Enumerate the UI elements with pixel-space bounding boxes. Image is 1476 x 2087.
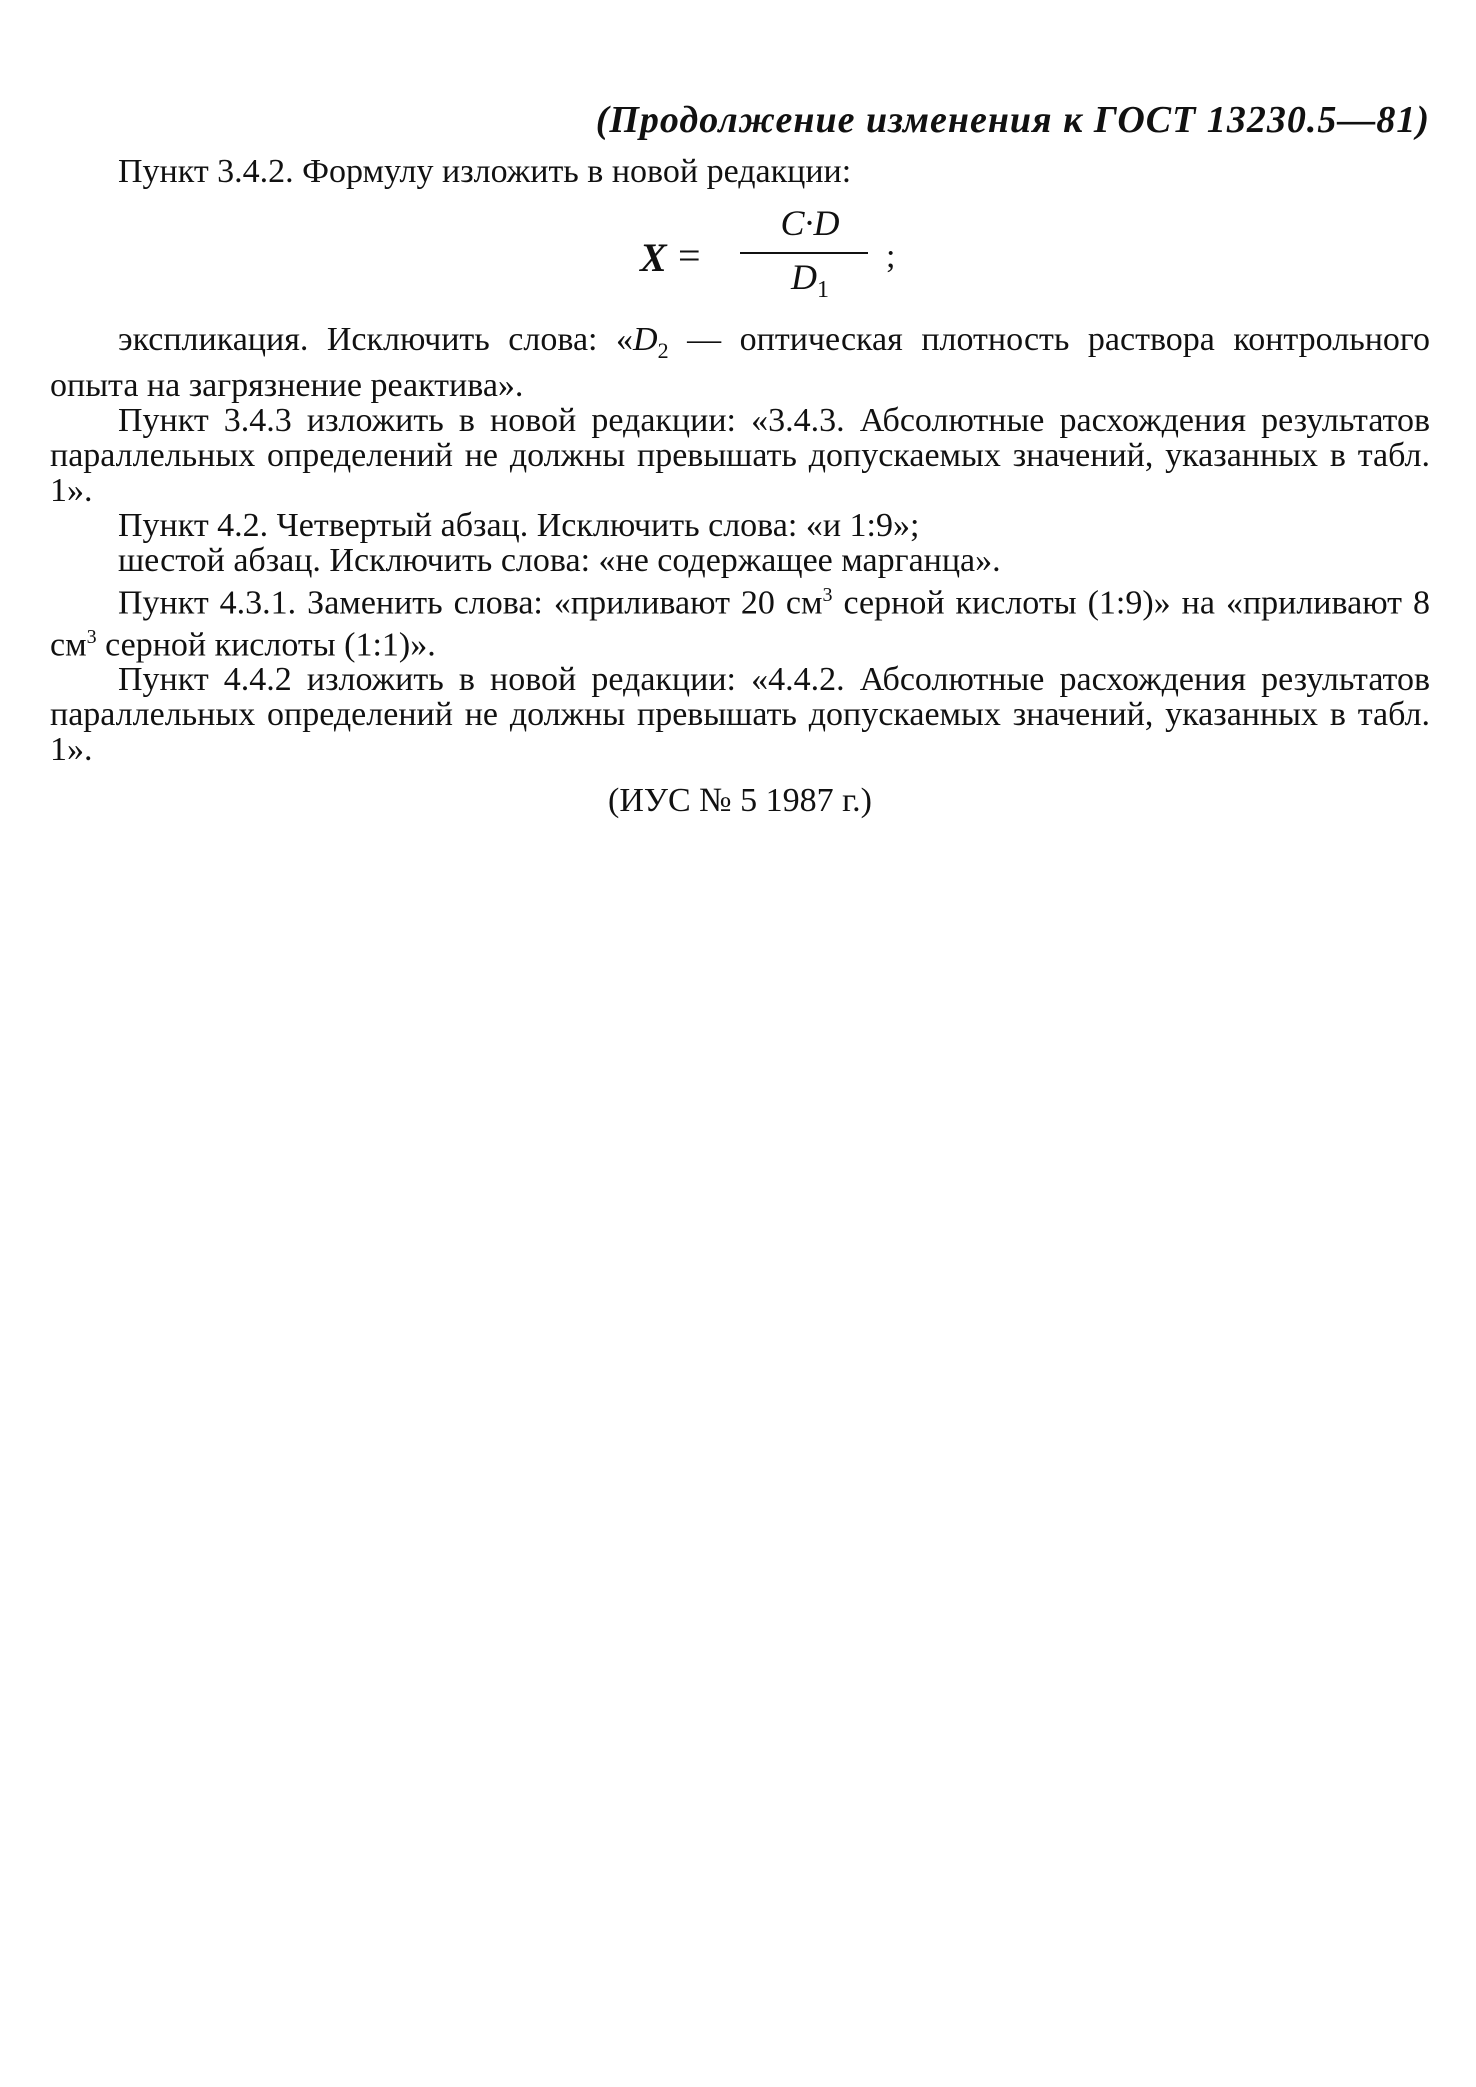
explication-text-after: — оптическая плотность раствора контрольного опыта на загрязнение реактива». [50,321,1430,404]
formula-denominator [750,256,870,304]
p431-part3: серной кислоты (1:1)». [96,626,436,664]
p431-part1: Пункт 4.3.1. Заменить слова: «приливают 20 см [118,584,823,622]
paragraph-3-4-3: Пункт 3.4.3 изложить в новой редакции: «3.4.3. Абсолютные расхождения результатов параллельных определений не должны превышать допускаемых значений, указанных в табл. 1». [50,401,1430,509]
formula-lhs: X [640,235,667,280]
formula-equals: = [678,233,701,278]
paragraph-explication [50,322,1430,403]
paragraph-4-2-sixth: шестой абзац. Исключить слова: «не содержащее марганца». [118,541,1001,579]
formula-numerator: C·D [780,203,840,243]
p431-sup2: 3 [86,626,97,649]
ius-reference: (ИУС № 5 1987 г.) [608,782,872,820]
paragraph-4-2: Пункт 4.2. Четвертый абзац. Исключить слова: «и 1:9»; [118,506,920,544]
formula [50,202,1430,312]
fraction-bar [740,252,868,254]
denominator-subscript: 1 [817,277,829,304]
explication-var: D [633,321,658,358]
continuation-header: (Продолжение изменения к ГОСТ 13230.5—81) [595,99,1430,141]
p431-sup1: 3 [822,583,833,606]
explication-text-before: экспликация. Исключить слова: « [118,321,634,358]
formula-semicolon: ; [886,238,896,275]
explication-subscript: 2 [657,337,669,363]
paragraph-4-4-2: Пункт 4.4.2 изложить в новой редакции: «4.4.2. Абсолютные расхождения результатов параллельных определений не должны превышать допускаемых значений, указанных в табл. 1». [50,661,1430,769]
denominator-base: D [791,257,817,297]
document-page [50,96,1430,825]
paragraph-3-4-2: Пункт 3.4.2. Формулу изложить в новой редакции: [118,153,852,190]
paragraph-4-3-1 [50,578,1430,663]
p431-part2: серной кислоты (1:9)» на «приливают 8 см [50,584,1431,664]
